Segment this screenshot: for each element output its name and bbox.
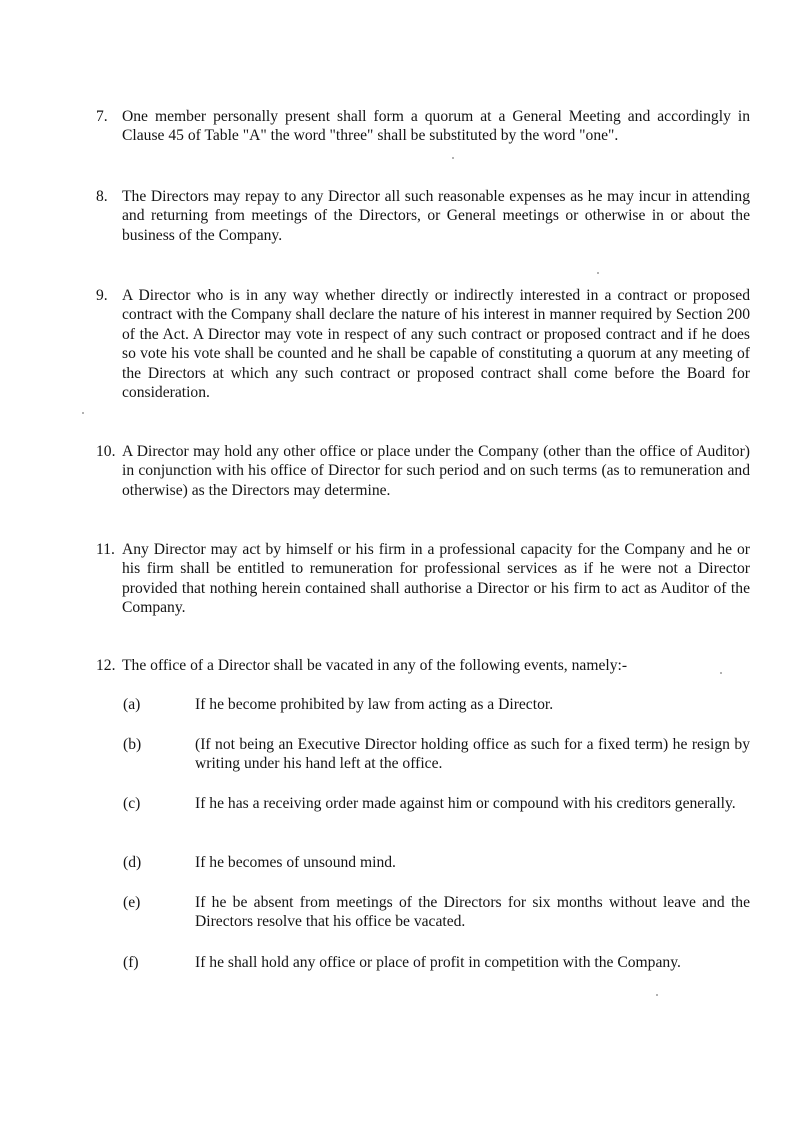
- event-text: If he becomes of unsound mind.: [195, 854, 396, 871]
- scan-speck: [720, 672, 722, 674]
- event-a: [123, 695, 750, 714]
- clause-7: [96, 107, 750, 146]
- event-label: (d): [123, 854, 142, 871]
- clause-text: A Director may hold any other office or place under the Company (other than the office of Auditor) in conjunction with his office of Director for such period and on such terms (as to remuneration and otherwise) as the Directors may determine.: [122, 443, 750, 499]
- scan-speck: [452, 157, 454, 159]
- scan-speck: [597, 272, 599, 274]
- event-label: (c): [123, 795, 141, 812]
- clause-text: One member personally present shall form a quorum at a General Meeting and accordingly in Clause 45 of Table "A" the word "three" shall be substituted by the word "one".: [122, 108, 750, 145]
- event-label: (e): [123, 894, 141, 911]
- scan-speck: [656, 994, 658, 996]
- event-text: (If not being an Executive Director holding office as such for a fixed term) he resign by writing under his hand left at the office.: [195, 736, 750, 773]
- clause-number: 12.: [96, 657, 116, 674]
- clause-text: The office of a Director shall be vacated in any of the following events, namely:-: [122, 657, 628, 674]
- clause-12: [96, 656, 750, 675]
- clause-9: [96, 286, 750, 402]
- event-text: If he has a receiving order made against him or compound with his creditors generally.: [195, 795, 736, 812]
- event-e: [123, 893, 750, 932]
- scan-speck: [82, 412, 84, 414]
- event-label: (b): [123, 736, 142, 753]
- clause-8: [96, 187, 750, 245]
- event-label: (f): [123, 954, 139, 971]
- clause-number: 8.: [96, 188, 108, 205]
- clause-11: [96, 540, 750, 618]
- clause-number: 7.: [96, 108, 108, 125]
- clause-number: 9.: [96, 287, 108, 304]
- clause-text: Any Director may act by himself or his firm in a professional capacity for the Company and he or his firm shall be entitled to remuneration for professional services as if he were not a Director provided that nothing herein contained shall authorise a Director or his firm to act as Auditor of the Company.: [122, 541, 750, 617]
- event-text: If he become prohibited by law from acting as a Director.: [195, 696, 554, 713]
- event-c: [123, 794, 750, 813]
- event-f: [123, 953, 750, 972]
- event-label: (a): [123, 696, 141, 713]
- event-text: If he shall hold any office or place of profit in competition with the Company.: [195, 954, 681, 971]
- clause-text: A Director who is in any way whether directly or indirectly interested in a contract or proposed contract with the Company shall declare the nature of his interest in manner required by Section 200 of the Act. A Director may vote in respect of any such contract or proposed contract and if he does so vote his vote shall be counted and he shall be capable of constituting a quorum at any meeting of the Directors at which any such contract or proposed contract shall come before the Board for consideration.: [122, 287, 750, 402]
- event-b: [123, 735, 750, 774]
- clause-10: [96, 442, 750, 500]
- clause-number: 11.: [96, 541, 115, 558]
- event-text: If he be absent from meetings of the Directors for six months without leave and the Directors resolve that his office be vacated.: [195, 894, 750, 931]
- clause-number: 10.: [96, 443, 116, 460]
- event-d: [123, 853, 750, 872]
- clause-text: The Directors may repay to any Director all such reasonable expenses as he may incur in attending and returning from meetings of the Directors, or General meetings or otherwise in or about the business of the Company.: [122, 188, 750, 244]
